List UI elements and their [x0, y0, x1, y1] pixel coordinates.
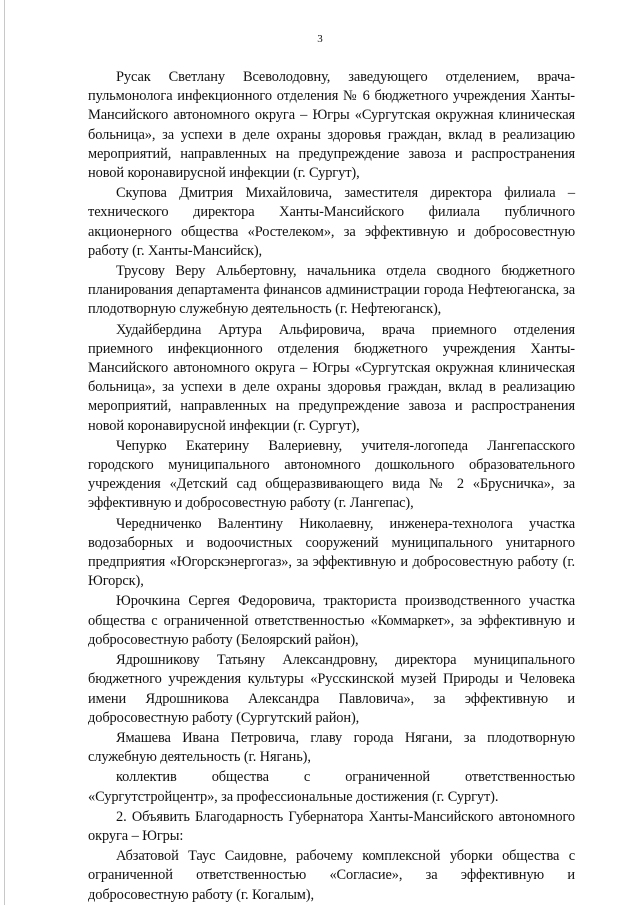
paragraph-khudaiberdin: Худайбердина Артура Альфировича, врача приемного отделения приемного инфекционного отделения бюджетного учреждения Ханты-Мансийского автономного округа – Югры «Сургутская окружная клиническая больница», за успехи в деле охраны здоровья граждан, вклад в реализацию мероприятий, направленных на предупреждение завоза и распространения новой коронавирусной инфекции (г. Сургут), — [88, 321, 575, 434]
paragraph-skupov: Скупова Дмитрия Михайловича, заместителя директора филиала – технического директора Ханты-Мансийского филиала публичного акционерного общества «Ростелеком», за эффективную и добросовестную работу (г. Ханты-Мансийск), — [88, 185, 575, 259]
paragraph-yamashev: Ямашева Ивана Петровича, главу города Нягани, за плодотворную служебную деятельность (г. Нягань), — [88, 729, 575, 766]
page-number: 3 — [317, 33, 323, 45]
scan-edge-line — [4, 0, 5, 905]
paragraph-section-2: 2. Объявить Благодарность Губернатора Ханты-Мансийского автономного округа – Югры: — [88, 808, 575, 844]
paragraph-yadroshnikova: Ядрошникову Татьяну Александровну, директора муниципального бюджетного учреждения культуры «Русскинской музей Природы и Человека имени Ядрошникова Александра Павловича», за эффективную и добросовестную работу (Сургутский район), — [88, 652, 575, 726]
paragraph-collective: коллектив общества с ограниченной ответственностью «Сургутстройцентр», за профессиональные достижения (г. Сургут). — [88, 769, 575, 805]
document-body — [88, 68, 575, 906]
paragraph-rusak: Русак Светлану Всеволодовну, заведующего отделением, врача-пульмонолога инфекционного отделения № 6 бюджетного учреждения Ханты-Мансийского автономного округа – Югры «Сургутская окружная клиническая больница», за успехи в деле охраны здоровья граждан, вклад в реализацию мероприятий, направленных на предупреждение завоза и распространения новой коронавирусной инфекции (г. Сургут), — [88, 69, 575, 182]
paragraph-abzatova: Абзатовой Таус Саидовне, рабочему комплексной уборки общества с ограниченной ответственностью «Согласие», за эффективную и добросовестную работу (г. Когалым), — [88, 848, 575, 903]
paragraph-chepurko: Чепурко Екатерину Валериевну, учителя-логопеда Лангепасского городского муниципального автономного дошкольного образовательного учреждения «Детский сад общеразвивающего вида № 2 «Брусничка», за эффективную и добросовестную работу (г. Лангепас), — [88, 437, 575, 512]
paragraph-cherednichenko: Чередниченко Валентину Николаевну, инженера-технолога участка водозаборных и водоочистных сооружений муниципального унитарного предприятия «Югорскэнергогаз», за эффективную и добросовестную работу (г. Югорск), — [88, 515, 575, 590]
paragraph-yurochkin: Юрочкина Сергея Федоровича, тракториста производственного участка общества с ограниченной ответственностью «Коммаркет», за эффективную и добросовестную работу (Белоярский район), — [88, 593, 575, 648]
paragraph-trusova: Трусову Веру Альбертовну, начальника отдела сводного бюджетного планирования департамента финансов администрации города Нефтеюганска, за плодотворную служебную деятельность (г. Нефтеюганск), — [88, 263, 575, 318]
